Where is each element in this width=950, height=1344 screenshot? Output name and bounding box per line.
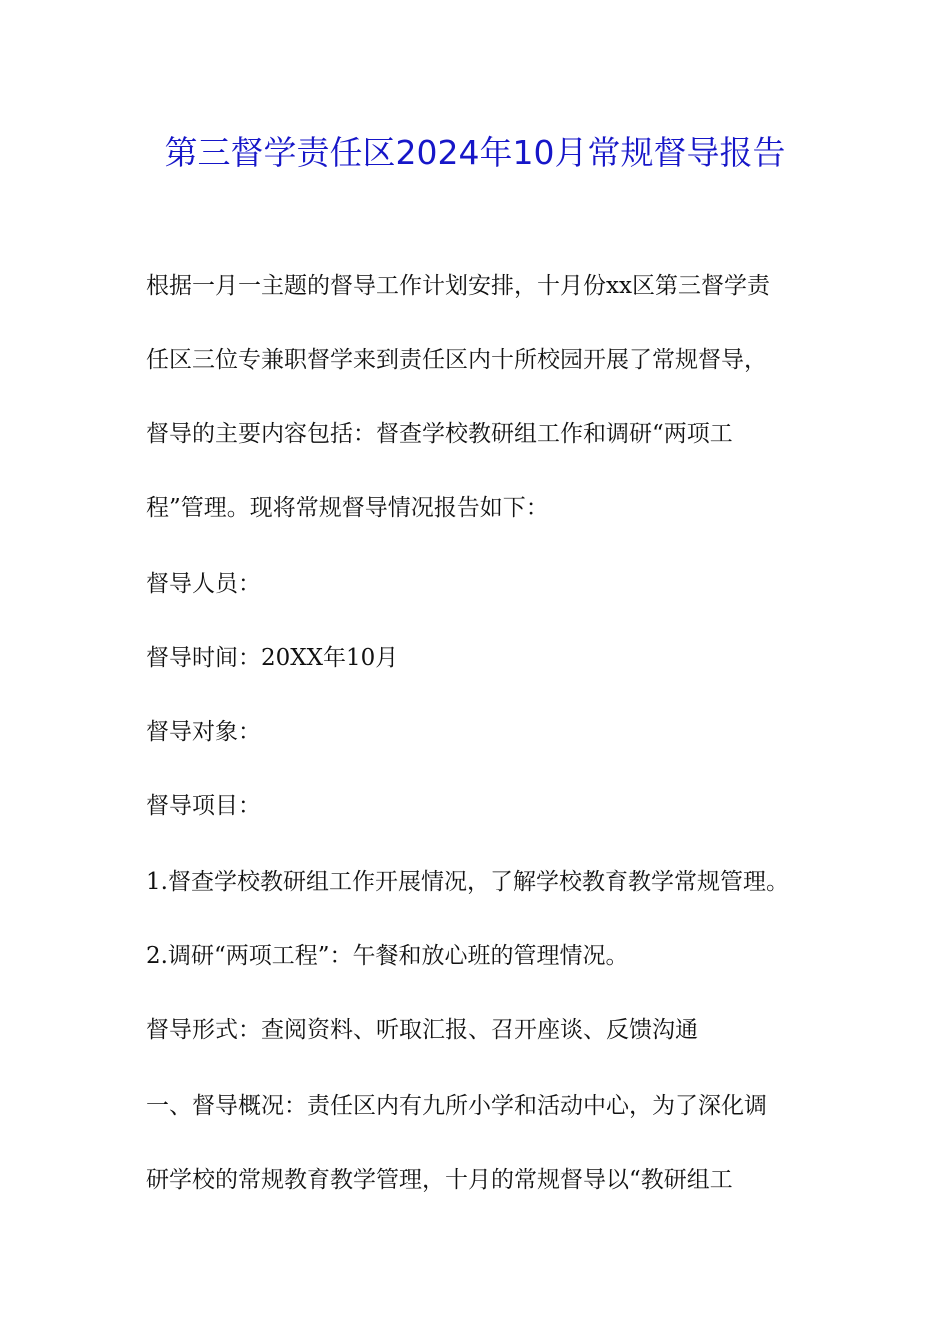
supervision-target-label: 督导对象：	[146, 719, 261, 745]
supervision-item-1: 1.督查学校教研组工作开展情况，了解学校教育教学常规管理。	[146, 869, 789, 895]
paragraph-line: 程”管理。现将常规督导情况报告如下：	[146, 495, 549, 521]
paragraph-line: 任区三位专兼职督学来到责任区内十所校园开展了常规督导，	[146, 347, 767, 373]
supervision-item-2: 2.调研“两项工程”：午餐和放心班的管理情况。	[146, 943, 629, 969]
document-title: 第三督学责任区2024年10月常规督导报告	[164, 133, 786, 172]
supervision-time: 督导时间：20XX年10月	[146, 645, 399, 671]
paragraph-line: 根据一月一主题的督导工作计划安排，十月份xx区第三督学责	[146, 273, 770, 299]
paragraph-line: 研学校的常规教育教学管理，十月的常规督导以“教研组工	[146, 1167, 733, 1193]
supervision-items-label: 督导项目：	[146, 793, 261, 819]
section-heading-line: 一、督导概况：责任区内有九所小学和活动中心，为了深化调	[146, 1093, 767, 1119]
supervision-form: 督导形式：查阅资料、听取汇报、召开座谈、反馈沟通	[146, 1017, 698, 1043]
paragraph-line: 督导的主要内容包括：督查学校教研组工作和调研“两项工	[146, 421, 733, 447]
supervisors-label: 督导人员：	[146, 571, 261, 597]
